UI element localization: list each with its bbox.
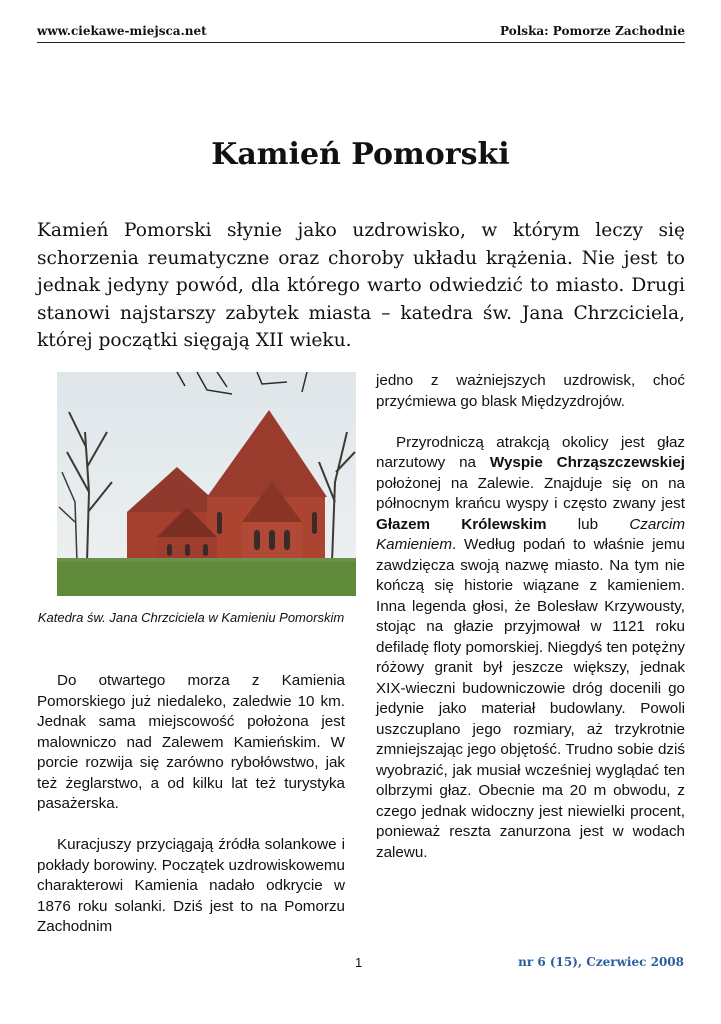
- paragraph-continuation: jedno z ważniejszych uzdrowisk, choć przyćmiewa go blask Międzyzdrojów.: [376, 372, 685, 410]
- image-caption: Katedra św. Jana Chrzciciela w Kamieniu Pomorskim: [37, 610, 345, 625]
- site-url[interactable]: www.ciekawe-miejsca.net: [37, 24, 207, 38]
- lead-paragraph: Kamień Pomorski słynie jako uzdrowisko, w którym leczy się schorzenia reumatyczne oraz choroby układu krążenia. Nie jest to jednak jedyny powód, dla którego warto odwiedzić to miasto. Drugi stanowi najstarszy zabytek miasta – katedra św. Jana Chrzciciela, której początki sięgają XII wieku.: [37, 220, 685, 351]
- issue-label: nr 6 (15), Czerwiec 2008: [518, 955, 684, 969]
- island-name: Wyspie Chrząszczewskiej: [489, 454, 685, 471]
- cathedral-photo: [57, 372, 356, 596]
- royal-boulder-name: Głazem Królewskim: [376, 515, 547, 533]
- boulder-text-3: lub: [546, 515, 630, 533]
- boulder-text-1: Przyrodniczą atrakcją okolicy jest głaz narzutowy na: [376, 433, 685, 471]
- page-number: 1: [355, 955, 363, 970]
- paragraph-boulder: [376, 433, 685, 864]
- devil-stone-name: Czarcim Kamieniem: [376, 515, 685, 553]
- article-title: Kamień Pomorski: [211, 137, 510, 172]
- left-column: [37, 671, 345, 958]
- boulder-text-4: . Według podań to właśnie jemu zawdzięcza swoją nazwę miasto. Na tym nie kończą się historie wiązane z kamieniem. Inna legenda głosi, że Bolesław Krzywousty, stojąc na głazie przyjmował w 1121 roku defiladę floty pomorskiej. Niegdyś ten potężny różowy granit był jeszcze większy, jednak XIX-wieczni budowniczowie dróg docenili go jedynie jako materiał budowlany. Powoli uszczuplano jego rozmiary, aż trzykrotnie zmniejszając jego objętość. Trudno sobie dziś wyobrazić, jak musiał wcześniej wyglądać ten olbrzymi głaz. Obecnie ma 20 m obwodu, z czego jednak widoczny jest niewielki procent, ponieważ reszta zanurzona jest w wodach zalewu.: [376, 536, 685, 861]
- right-column: [376, 371, 685, 884]
- region-label: Polska: Pomorze Zachodnie: [500, 24, 685, 38]
- page-header: [37, 22, 685, 43]
- boulder-text-2: położonej na Zalewie. Znajduje się on na północnym krańcu wyspy i często zwany jest: [376, 474, 685, 512]
- paragraph-spa: Kuracjuszy przyciągają źródła solankowe i pokłady borowiny. Początek uzdrowiskowemu charakterowi Kamienia nadało odkrycie w 1876 roku solanki. Dziś jest to na Pomorzu Zachodnim: [37, 836, 345, 935]
- grass: [57, 560, 356, 596]
- paragraph-sea: Do otwartego morza z Kamienia Pomorskiego już niedaleko, zaledwie 10 km. Jednak sama miejscowość położona jest malowniczo nad Zalewem Kamieńskim. W porcie rozwija się zarówno rybołówstwo, jak też żeglarstwo, a od kilku lat też turystyka pasażerska.: [37, 672, 345, 812]
